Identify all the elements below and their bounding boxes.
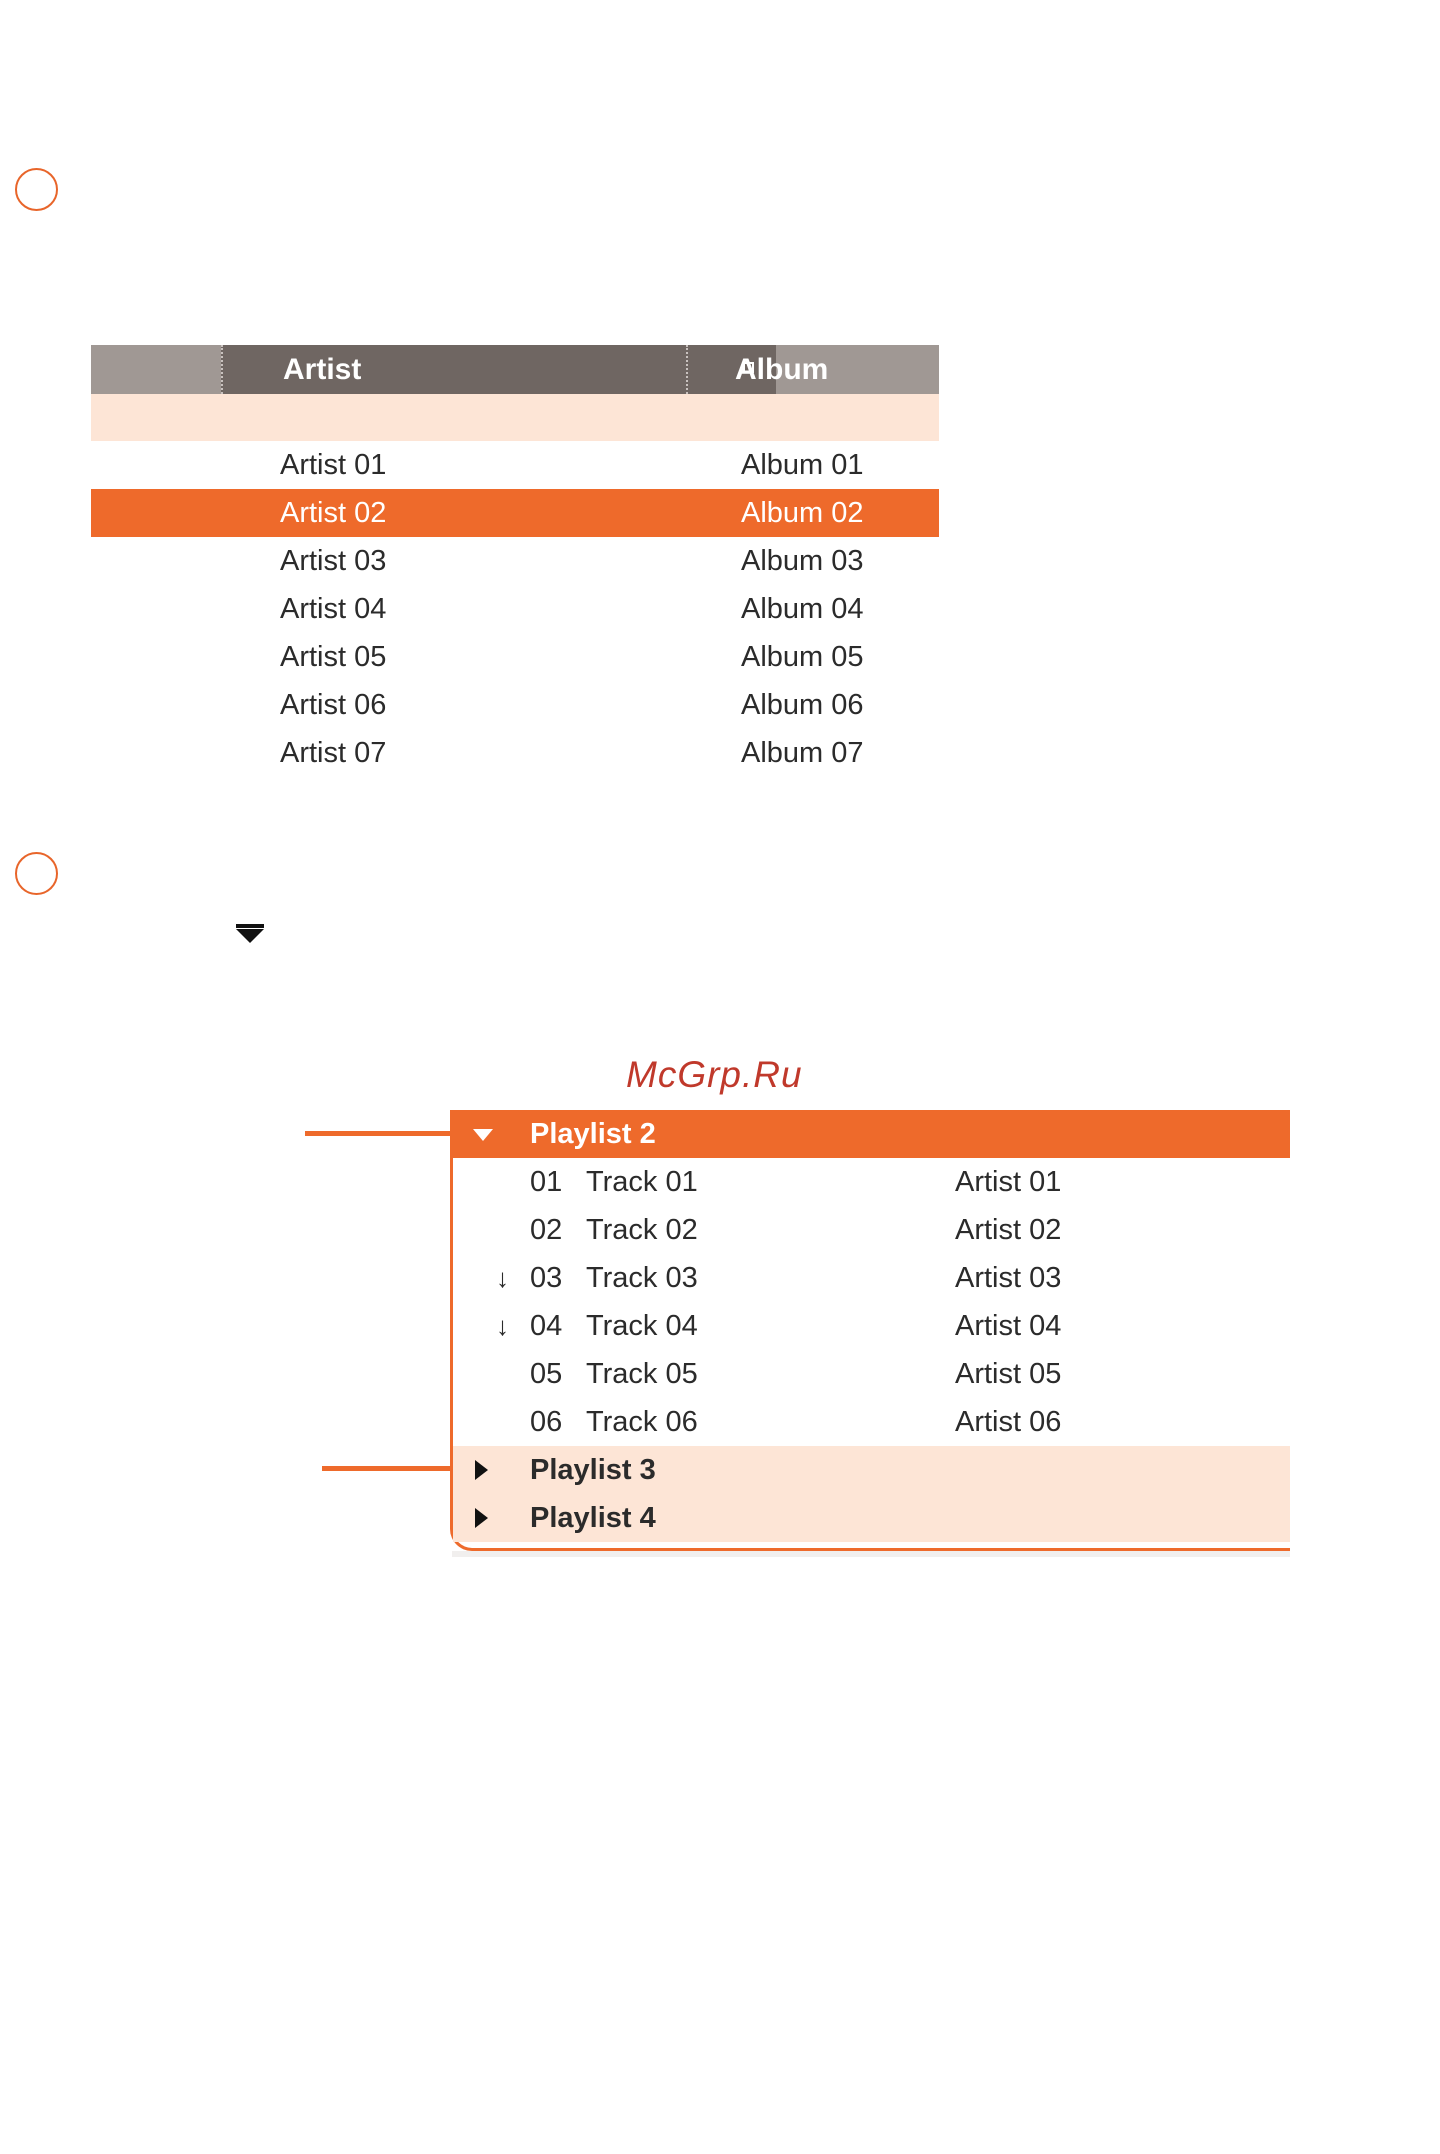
playlist-name: Playlist 2 (530, 1118, 656, 1150)
callout-line-expanded (305, 1131, 453, 1136)
artist-cell: Artist 02 (280, 497, 387, 529)
track-artist: Artist 03 (955, 1262, 1062, 1294)
browser-row[interactable] (91, 729, 939, 777)
artist-cell: Artist 03 (280, 545, 387, 577)
watermark: McGrp.Ru (626, 1054, 803, 1095)
track-row[interactable] (453, 1398, 1290, 1446)
artist-cell: Artist 01 (280, 449, 387, 481)
callout-line-collapsed (322, 1466, 470, 1471)
artist-cell: Artist 04 (280, 593, 387, 625)
step-2-circle-icon (15, 852, 58, 895)
download-arrow-icon: ↓ (496, 1263, 509, 1293)
track-number: 03 (530, 1262, 563, 1294)
track-title: Track 01 (586, 1166, 698, 1198)
album-cell: Album 02 (741, 497, 864, 529)
album-cell: Album 06 (741, 689, 864, 721)
artist-cell: Artist 07 (280, 737, 387, 769)
playlist-name: Playlist 4 (530, 1502, 656, 1534)
playlist-row-expanded[interactable] (453, 1110, 1290, 1158)
track-number: 04 (530, 1310, 563, 1342)
track-row[interactable] (453, 1350, 1290, 1398)
track-title: Track 06 (586, 1406, 698, 1438)
album-cell: Album 05 (741, 641, 864, 673)
track-row[interactable] (453, 1158, 1290, 1206)
album-cell: Album 04 (741, 593, 864, 625)
track-artist: Artist 02 (955, 1214, 1062, 1246)
track-row[interactable] (453, 1254, 1290, 1302)
triangle-right-icon[interactable] (475, 1508, 488, 1528)
download-arrow-icon: ↓ (496, 1311, 509, 1341)
browser-header (91, 345, 939, 394)
dropdown-arrow-icon (236, 929, 264, 943)
browser-row[interactable] (91, 585, 939, 633)
track-artist: Artist 06 (955, 1406, 1062, 1438)
playlist-row-collapsed[interactable] (453, 1494, 1290, 1542)
browser-row[interactable] (91, 441, 939, 489)
track-row[interactable] (453, 1302, 1290, 1350)
playlist-name: Playlist 3 (530, 1454, 656, 1486)
track-title: Track 02 (586, 1214, 698, 1246)
artist-album-browser (91, 345, 939, 769)
track-artist: Artist 04 (955, 1310, 1062, 1342)
triangle-down-icon[interactable] (473, 1129, 493, 1141)
track-title: Track 03 (586, 1262, 698, 1294)
step-1-circle-icon (15, 168, 58, 211)
browser-row[interactable] (91, 489, 939, 537)
track-artist: Artist 01 (955, 1166, 1062, 1198)
browser-row[interactable] (91, 633, 939, 681)
browser-row[interactable] (91, 537, 939, 585)
track-number: 01 (530, 1166, 563, 1198)
track-artist: Artist 05 (955, 1358, 1062, 1390)
column-header-artist[interactable]: Artist (221, 345, 776, 394)
track-number: 05 (530, 1358, 563, 1390)
playlist-panel (450, 1110, 1290, 1551)
column-header-album[interactable]: Album (735, 353, 829, 386)
artist-cell: Artist 06 (280, 689, 387, 721)
artist-cell: Artist 05 (280, 641, 387, 673)
playlist-row-collapsed[interactable] (453, 1446, 1290, 1494)
album-cell: Album 03 (741, 545, 864, 577)
browser-filter-row[interactable] (91, 394, 939, 441)
browser-row[interactable] (91, 681, 939, 729)
track-row[interactable] (453, 1206, 1290, 1254)
panel-shadow (452, 1551, 1290, 1557)
album-cell: Album 07 (741, 737, 864, 769)
track-number: 02 (530, 1214, 563, 1246)
album-cell: Album 01 (741, 449, 864, 481)
triangle-right-icon[interactable] (475, 1460, 488, 1480)
track-number: 06 (530, 1406, 563, 1438)
track-title: Track 05 (586, 1358, 698, 1390)
track-title: Track 04 (586, 1310, 698, 1342)
